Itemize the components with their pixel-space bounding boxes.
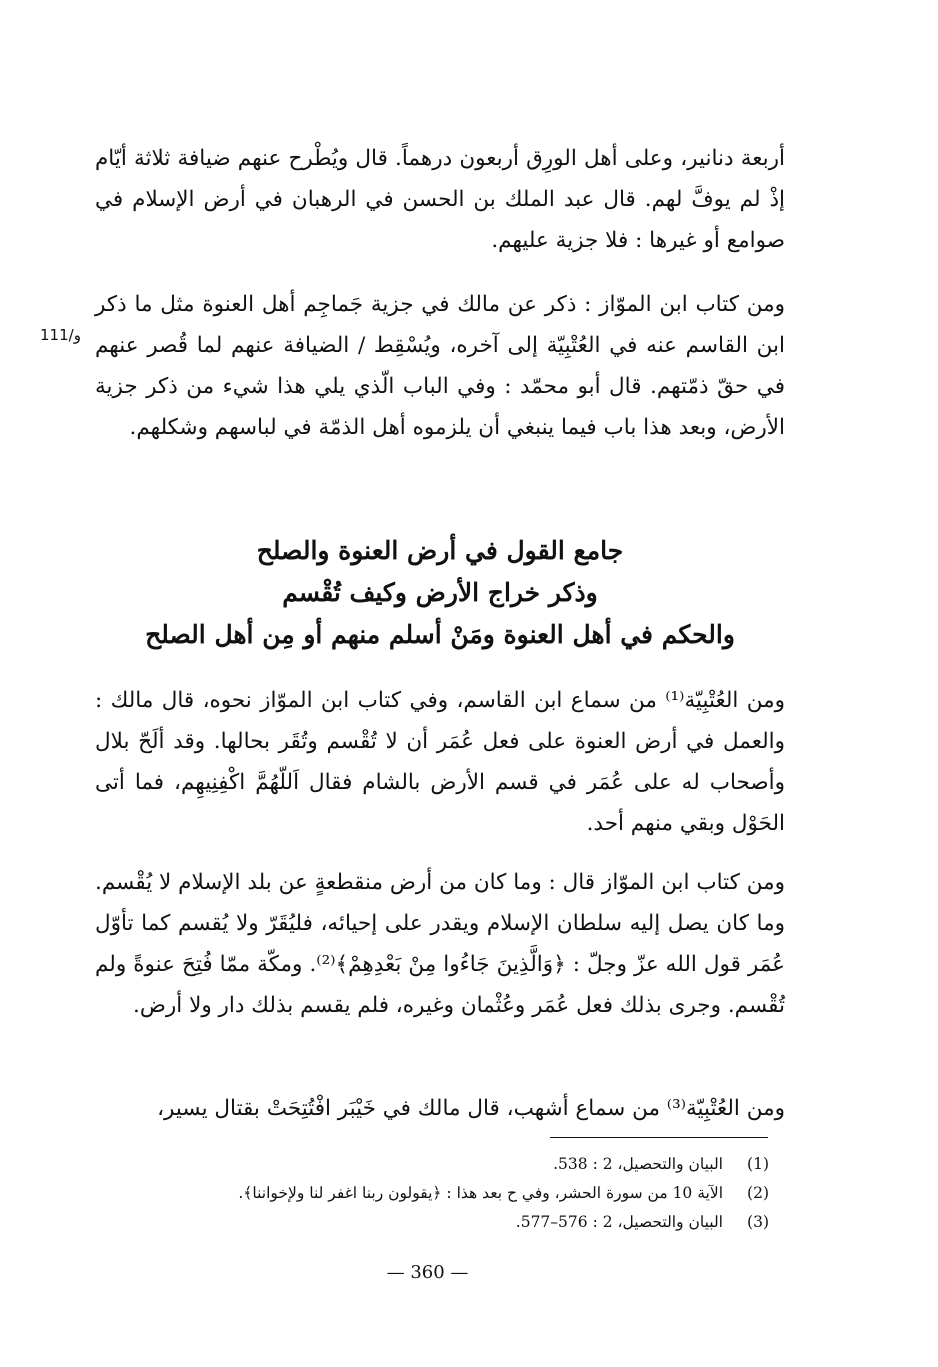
footnote-text: البيان والتحصيل، 2 : 576–577.	[515, 1213, 723, 1231]
heading-line: والحكم في أهل العنوة ومَنْ أسلم منهم أو مِن أهل الصلح	[145, 620, 735, 649]
paragraph-text: ومن كتاب ابن الموّاز : ذكر عن مالك في جزية جَماجِم أهل العنوة مثل ما ذكر ابن القاسم عنه في العُتْبِيّة إلى آخره، ويُسْقِط / الضيافة عنهم لما قُصر عنهم في حقّ ذمّتهم. قال أبو محمّد : وفي الباب الّذي يلي هذا شيء من ذكر جزية الأرض، وبعد هذا باب فيما ينبغي أن يلزموه أهل الذمّة في لباسهم وشكلهم.	[95, 292, 785, 440]
paragraph	[95, 138, 785, 261]
footnote-text: الآية 10 من سورة الحشر، وفي ح بعد هذا : ﴿يقولون ربنا اغفر لنا ولإخواننا﴾.	[238, 1184, 723, 1202]
footnote-text: البيان والتحصيل، 2 : 538.	[553, 1155, 723, 1173]
heading-line: جامع القول في أرض العنوة والصلح	[256, 536, 624, 565]
paragraph-text: ومن العُتْبِيّة⁽¹⁾ من سماع ابن القاسم، وفي كتاب ابن الموّاز نحوه، قال مالك : والعمل في أرض العنوة على فعل عُمَر أن لا تُقْسم وتُقَر بحالها. وقد ألَحّ بلال وأصحاب له على عُمَر في قسم الأرض بالشام فقال اَللّهُمَّ اكْفِنِيهِم، فما أتى الحَوْل وبقي منهم أحد.	[95, 688, 785, 836]
paragraph-text: ومن العُتْبِيّة⁽³⁾ من سماع أشهب، قال مالك في خَيْبَر افْتُتِحَتْ بقتال يسير،	[157, 1096, 785, 1121]
chapter-heading	[95, 530, 785, 656]
footnote	[95, 1179, 775, 1208]
folio-margin-note: 111/و	[40, 326, 81, 344]
paragraph-text: أربعة دنانير، وعلى أهل الورِق أربعون درهماً. قال ويُطْرح عنهم ضيافة ثلاثة أيّام إذْ لم يوفَّ لهم. قال عبد الملك بن الحسن في الرهبان في أرض الإسلام في صوامع أو غيرها : فلا جزية عليهم.	[95, 146, 785, 253]
footnote	[95, 1150, 775, 1179]
paragraph	[95, 862, 785, 1026]
footnote-number: (1)	[747, 1155, 769, 1173]
paragraph-text: ومن كتاب ابن الموّاز قال : وما كان من أرض منقطعةٍ عن بلد الإسلام لا يُقْسم. وما كان يصل إليه سلطان الإسلام ويقدر على إحيائه، فليُقَرّ ولا يُقسم كما تأوّل عُمَر قول الله عزّ وجلّ : ﴿وَالَّذِينَ جَاءُوا مِنْ بَعْدِهِمْ﴾⁽²⁾. ومكّة ممّا فُتِحَ عنوةً ولم تُقْسم. وجرى بذلك فعل عُمَر وعُثْمان وغيره، فلم يقسم بذلك دار ولا أرض.	[95, 870, 785, 1018]
footnote	[95, 1208, 775, 1237]
paragraph	[95, 284, 785, 448]
footnote-number: (3)	[747, 1213, 769, 1231]
footnotes	[95, 1150, 775, 1237]
page-number: — 360 —	[386, 1262, 469, 1283]
paragraph	[95, 680, 785, 844]
paragraph	[95, 1088, 785, 1129]
footnote-divider	[550, 1137, 768, 1138]
heading-line: وذكر خراج الأرض وكيف تُقْسم	[282, 578, 598, 607]
footnote-number: (2)	[747, 1184, 769, 1202]
